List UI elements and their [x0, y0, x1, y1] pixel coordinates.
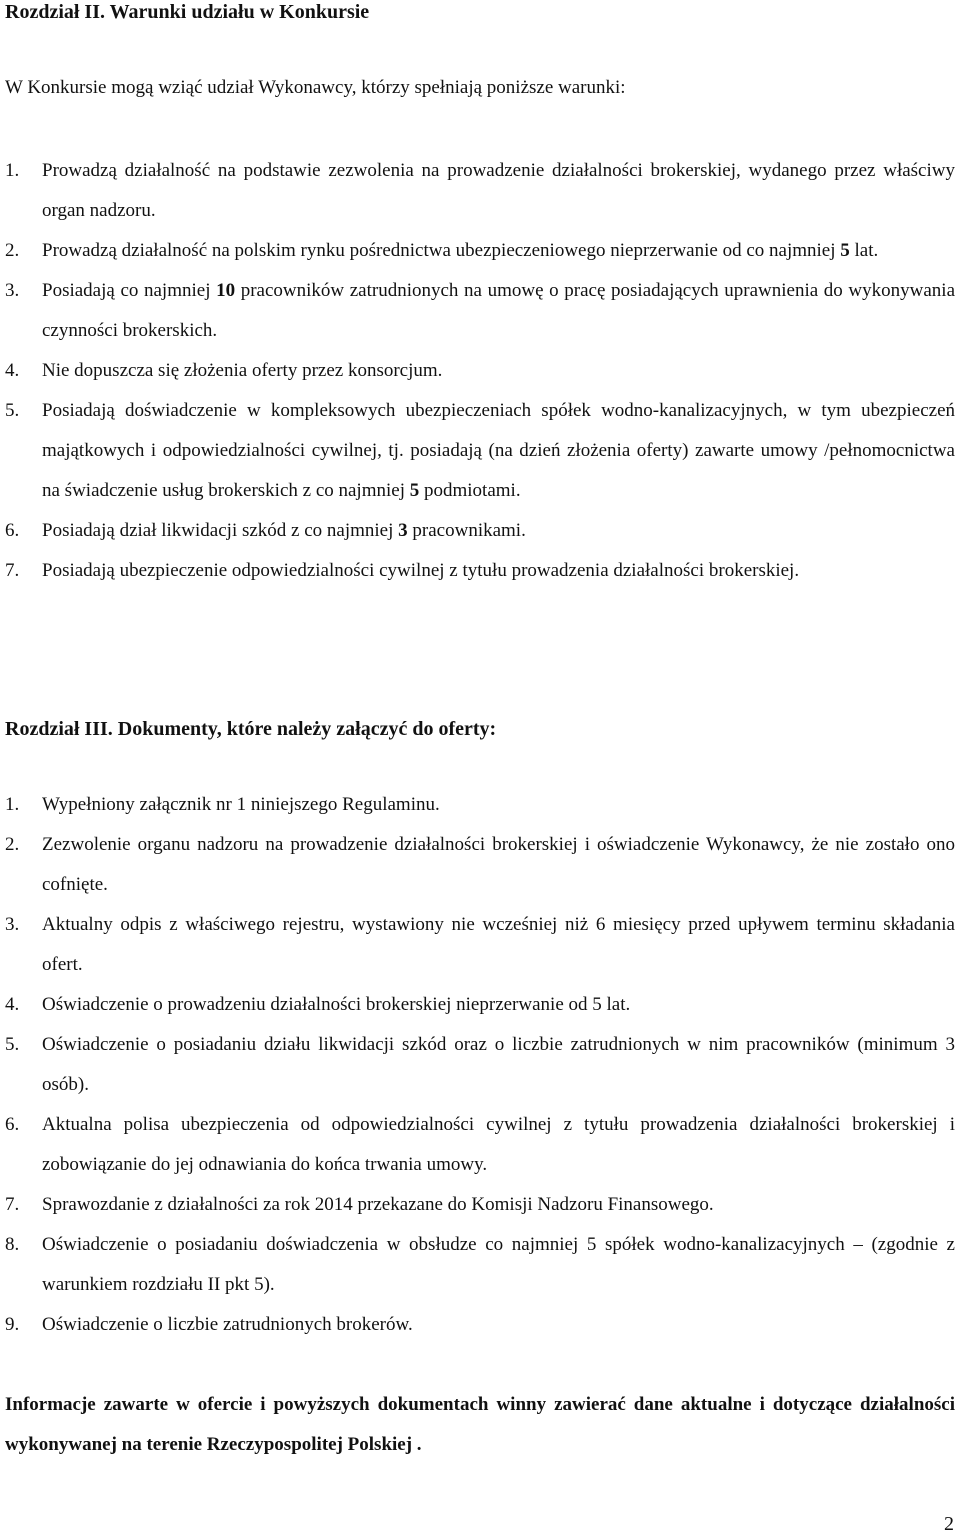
list-item — [5, 1105, 955, 1185]
item-number: 7. — [5, 1194, 20, 1215]
item-text: Zezwolenie organu nadzoru na prowadzenie działalności brokerskiej i oświadczenie Wykonawcy, że nie zostało ono cofnięte. — [42, 834, 955, 895]
list-item — [5, 1305, 955, 1345]
list-item — [5, 391, 955, 511]
item-text-part: Posiadają co najmniej — [42, 280, 217, 301]
item-text-part: pracowników zatrudnionych na umowę o pracę posiadających uprawnienia do wykonywania czynności brokerskich. — [42, 280, 955, 341]
item-number: 7. — [5, 560, 20, 581]
item-text — [42, 231, 955, 271]
item-text — [42, 511, 955, 551]
item-text: Nie dopuszcza się złożenia oferty przez konsorcjum. — [42, 360, 443, 381]
item-number: 5. — [5, 400, 20, 421]
item-text-bold: 3 — [398, 520, 408, 541]
item-number: 2. — [5, 240, 20, 261]
page-number: 2 — [944, 1513, 954, 1535]
list-item — [5, 1025, 955, 1105]
item-text-part: Posiadają dział likwidacji szkód z co najmniej — [42, 520, 399, 541]
item-text-part: Prowadzą działalność na polskim rynku pośrednictwa ubezpieczeniowego nieprzerwanie od co najmniej — [42, 240, 841, 261]
final-note: Informacje zawarte w ofercie i powyższych dokumentach winny zawierać dane aktualne i dotyczące działalności wykonywanej na terenie Rzeczypospolitej Polskiej . — [5, 1394, 955, 1455]
item-text: Aktualna polisa ubezpieczenia od odpowiedzialności cywilnej z tytułu prowadzenia działalności brokerskiej i zobowiązanie do jej odnawiania do końca trwania umowy. — [42, 1114, 955, 1175]
item-number: 5. — [5, 1034, 20, 1055]
chapter-2-heading: Rozdział II. Warunki udziału w Konkursie — [5, 1, 370, 23]
list-item — [5, 351, 955, 391]
documents-list — [5, 785, 955, 1345]
item-number: 9. — [5, 1314, 20, 1335]
item-text-part: lat. — [849, 240, 879, 261]
item-number: 3. — [5, 914, 20, 935]
item-text-bold: 5 — [840, 240, 850, 261]
conditions-list — [5, 151, 955, 591]
item-text: Oświadczenie o prowadzeniu działalności brokerskiej nieprzerwanie od 5 lat. — [42, 994, 631, 1015]
item-number: 8. — [5, 1234, 20, 1255]
list-item — [5, 271, 955, 351]
item-number: 4. — [5, 360, 20, 381]
item-text — [42, 391, 955, 511]
item-text: Wypełniony załącznik nr 1 niniejszego Regulaminu. — [42, 794, 440, 815]
list-item — [5, 905, 955, 985]
list-item — [5, 1185, 955, 1225]
item-text: Sprawozdanie z działalności za rok 2014 przekazane do Komisji Nadzoru Finansowego. — [42, 1194, 714, 1215]
list-item — [5, 151, 955, 231]
item-number: 1. — [5, 160, 20, 181]
item-number: 6. — [5, 520, 20, 541]
item-number: 1. — [5, 794, 20, 815]
list-item — [5, 825, 955, 905]
chapter-3-heading: Rozdział III. Dokumenty, które należy załączyć do oferty: — [5, 718, 497, 740]
item-text: Oświadczenie o liczbie zatrudnionych brokerów. — [42, 1314, 413, 1335]
item-text: Oświadczenie o posiadaniu doświadczenia w obsłudze co najmniej 5 spółek wodno-kanalizacyjnych – (zgodnie z warunkiem rozdziału II pkt 5). — [42, 1234, 955, 1295]
item-text-part: pracownikami. — [407, 520, 526, 541]
list-item — [5, 985, 955, 1025]
item-number: 2. — [5, 834, 20, 855]
item-number: 4. — [5, 994, 20, 1015]
list-item — [5, 511, 955, 551]
item-text-part: Posiadają doświadczenie w kompleksowych ubezpieczeniach spółek wodno-kanalizacyjnych, w tym ubezpieczeń majątkowych i odpowiedzialności cywilnej, tj. posiadają (na dzień złożenia oferty) zawarte umowy /pełnomocnictwa na świadczenie usług brokerskich z co najmniej — [42, 400, 955, 501]
item-number: 3. — [5, 280, 20, 301]
item-text-bold: 5 — [409, 480, 420, 501]
list-item — [5, 785, 955, 825]
item-text: Aktualny odpis z właściwego rejestru, wystawiony nie wcześniej niż 6 miesięcy przed upływem terminu składania ofert. — [42, 914, 955, 975]
item-text: Oświadczenie o posiadaniu działu likwidacji szkód oraz o liczbie zatrudnionych w nim pracowników (minimum 3 osób). — [42, 1034, 955, 1095]
list-item — [5, 231, 955, 271]
list-item — [5, 551, 955, 591]
item-number: 6. — [5, 1114, 20, 1135]
item-text — [42, 271, 955, 351]
list-item — [5, 1225, 955, 1305]
item-text: Posiadają ubezpieczenie odpowiedzialności cywilnej z tytułu prowadzenia działalności brokerskiej. — [42, 560, 800, 581]
item-text: Prowadzą działalność na podstawie zezwolenia na prowadzenie działalności brokerskiej, wydanego przez właściwy organ nadzoru. — [42, 160, 955, 221]
item-text-part: podmiotami. — [419, 480, 521, 501]
item-text-bold: 10 — [216, 280, 236, 301]
chapter-2-intro: W Konkursie mogą wziąć udział Wykonawcy, którzy spełniają poniższe warunki: — [5, 77, 626, 98]
